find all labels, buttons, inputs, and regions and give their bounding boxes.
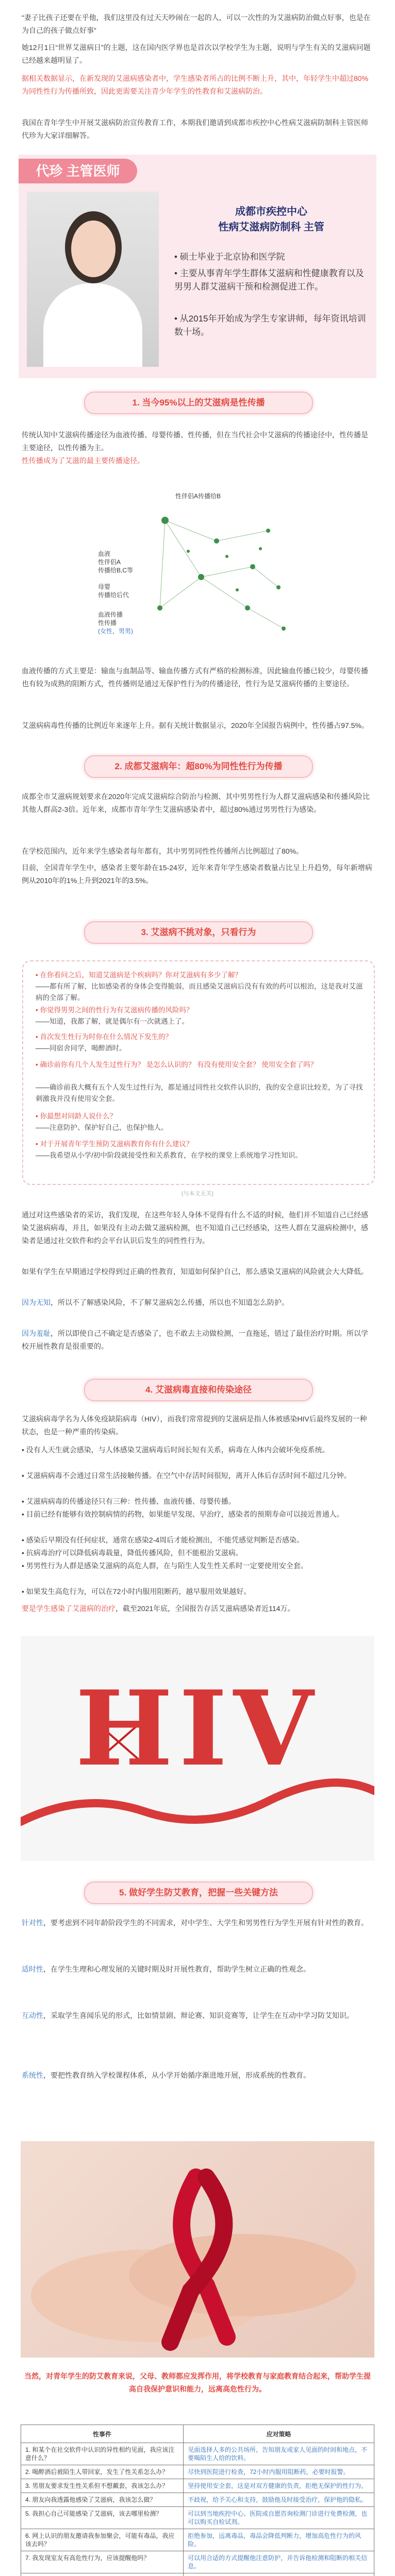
table-cell-event: 7. 我发现室友有高危性行为，应该提醒他吗？: [21, 2551, 184, 2573]
s5-keyword-3: 互动性: [22, 2011, 43, 2020]
interview-qa-box: [22, 960, 375, 1185]
table-cell-event: 1. 和某个在社交软件中认识的异性相约见面，我应该注意什么？: [21, 2443, 184, 2465]
section-banner-4: [84, 1379, 313, 1401]
s3-paragraph-4: [22, 1327, 373, 1366]
table-cell-strategy: 可以用合适的方式提醒他注意防护，并告诉他检测和阻断的相关信息。: [184, 2551, 374, 2573]
s1-highlight: 性传播成为了艾滋的最主要传播途径。: [22, 456, 144, 465]
s3-paragraph-3: [22, 1296, 373, 1322]
qa-answer-5: ——注意防护、保护好自己，也保护他人。: [36, 1124, 168, 1131]
expert-bullet-3: • 从2015年开始成为学生专家讲师，每年资讯培训数十场。: [174, 314, 366, 337]
s5-keyword-1: 针对性: [22, 1919, 43, 1927]
network-label-mother: 母婴: [98, 583, 111, 590]
s2-paragraph-2: 在学校范围内，近年来学生感染者每年都有，其中男男同性性传播所占比例超过了80%。: [22, 847, 304, 855]
s5-paragraph-4: [22, 2069, 373, 2121]
intro-paragraph-1: “妻子比孩子还要在乎他，我们这里没有过天天吵闹在一起的人，可以一次性的为艾滋病防治做点好事，也是在为自己的孩子做点好事”: [22, 13, 371, 35]
s4-fact-1: • 没有人天生就会感染，与人体感染艾滋病毒后时间长短有关系，病毒在人体内会破坏免疫系统。: [22, 1446, 330, 1454]
table-cell-event: 2. 喝醉酒后被陌生人带回家，发生了性关系怎么办？: [21, 2465, 184, 2479]
s3-paragraph-4-text: ，所以即使自己不确定是否感染了，也不敢去主动做检测，一直拖延，错过了最佳治疗时期。所以学校开展性教育是很重要的。: [22, 1329, 368, 1350]
s4-paragraph-1: 艾滋病病毒学名为人体免疫缺陷病毒（HIV），而我们常常提到的艾滋病是指人体被感染HIV后最终发展的一种状态，也是一种严重的传染病。: [22, 1415, 367, 1436]
section-banner-2: [84, 755, 313, 778]
network-caption: 性伴侣A传播给B: [175, 493, 221, 500]
s5-paragraph-2-text: ，在学生生理和心理发展的关键时期及时开展性教育，帮助学生树立正确的性观念。: [43, 1965, 310, 1973]
s5-tip: 当然，对青年学生的防艾教育来说，父母、教师都应发挥作用，将学校教育与家庭教育结合起来，帮助学生提高自我保护意识和能力，远离高危性行为。: [24, 2372, 371, 2393]
s5-keyword-4: 系统性: [22, 2071, 43, 2079]
table-cell-strategy: 坚持使用安全套，这是对双方健康的负责，拒绝无保护的性行为。: [184, 2479, 374, 2493]
table-row: [21, 2529, 374, 2551]
qa-answer-4: ——确诊前我大概有五个人发生过性行为，都是通过同性社交软件认识的，我的安全意识比较差，为了寻找刺激我并没有使用安全套。: [36, 1083, 363, 1103]
section-banner-5: [84, 1882, 313, 1904]
section-title-5: 5. 做好学生防艾教育，把握一些关键方法: [119, 1888, 278, 1897]
table-cell-strategy: 见面选择人多的公共场所，告知朋友或家人见面的时间和地点，不要喝陌生人给的饮料。: [184, 2443, 374, 2465]
table-row: [21, 2573, 374, 2576]
expert-org-line-1: 成都市疾控中心: [235, 206, 307, 217]
s4-fact-4: • 目前已经有能够有效控制病情的药物，如果能早发现、早治疗，感染者的预期寿命可以接近普通人。: [22, 1510, 344, 1518]
intro-paragraph-2: 她12月1日“世界艾滋病日”的主题，这在国内医学界也是首次以学校学生为主题，说明与学生有关的艾滋病问题已经越来越明显了。: [22, 43, 371, 64]
qa-question-1: • 在你看问之后，知道艾滋病是个疾病吗？你对艾滋病有多少了解？: [36, 971, 242, 979]
table-cell-strategy: 可以到当地疾控中心、医院或自愿咨询检测门诊进行免费检测，也可以购买自检试剂。: [184, 2507, 374, 2529]
network-label-spread: 传播给B,C等: [98, 567, 134, 574]
s1-paragraph-1: 传统认知中艾滋病传播途径为血液传播、母婴传播、性传播，但在当代社会中艾滋病的传播途径中，性传播是主要途径，以性传播为主。: [22, 431, 368, 452]
expert-name-tag: 代珍 主管医师: [19, 159, 137, 183]
section-banner-1: [84, 392, 313, 414]
s5-paragraph-1: [22, 1917, 373, 1955]
s3-paragraph-2: 如果有学生在早期通过学校得到过正确的性教育，知道如何保护自己，那么感染艾滋病的风险就会大大降低。: [22, 1267, 368, 1276]
qa-answer-3: ——同宿舍同学，喝醉酒时。: [36, 1044, 126, 1052]
s4-fact-7: • 男男性行为人群是感染艾滋病的高危人群，在与陌生人发生性关系时一定要使用安全套。: [22, 1562, 308, 1570]
network-label-blood-route: 血液传播: [98, 611, 123, 618]
section-title-3: 3. 艾滋病不挑对象，只看行为: [141, 927, 256, 937]
strategy-table: [21, 2425, 374, 2576]
s4-fact-6: • 抗病毒治疗可以降低病毒载量，降低传播风险，但不能根治艾滋病。: [22, 1549, 243, 1557]
ribbon-illustration: [21, 2141, 374, 2358]
intro-paragraph-3: 据相关数据显示，在新发现的艾滋病感染者中，学生感染者所占的比例不断上升，其中，年轻学生中超过80%为同性性行为传播所致，因此更需要关注青少年学生的性教育和艾滋病防治。: [22, 74, 369, 95]
expert-org-line-2: 性病艾滋病防制科 主管: [218, 222, 324, 233]
s1-paragraph-3: 艾滋病病毒性传播的比例近年来逐年上升。据有关统计数据显示，2020年全国报告病例中，性传播占97.5%。: [22, 721, 369, 730]
table-row: [21, 2443, 374, 2465]
qa-question-4: • 确诊前你有几个人发生过性行为？ 是怎么认识的？ 有没有使用安全套？ 使用安全套了吗？: [36, 1061, 318, 1069]
qa-caption: (与本文无关): [181, 1191, 214, 1197]
s5-paragraph-2: [22, 1963, 373, 2002]
table-cell-strategy: 拒绝参加，远离毒品，毒品会降低判断力，增加高危性行为的风险。: [184, 2529, 374, 2551]
s4-paragraph-2-text: ，截至2021年底，全国报告存活艾滋病感染者近114万。: [116, 1604, 295, 1613]
s4-fact-3: • 艾滋病病毒的传播途径只有三种：性传播、血液传播、母婴传播。: [22, 1497, 236, 1505]
s4-fact-8: • 如果发生高危行为，可以在72小时内服用阻断药，越早服用效果越好。: [22, 1587, 251, 1596]
table-header-strategy: 应对策略: [184, 2425, 374, 2443]
hiv-image: [21, 1636, 374, 1861]
section-banner-3: [84, 921, 313, 944]
qa-answer-2: ——知道，我都了解，就是偶尔有一次就遇上了。: [36, 1018, 189, 1025]
s3-keyword-ignorance: 因为无知: [22, 1298, 51, 1307]
network-label-sex-route: 性传播: [98, 619, 117, 626]
s5-paragraph-1-text: ，要考虑到不同年龄阶段学生的不同需求，对中学生、大学生和男男性行为学生开展有针对性的教育。: [43, 1919, 368, 1927]
s4-paragraph-2: [22, 1602, 373, 1628]
s2-paragraph-3: 目前，全国青年学生中，感染者主要年龄在15-24岁，近年来青年学生感染者数量占比呈上升趋势，每年新增病例从2010年的1%上升到2021年的3.5%。: [22, 863, 372, 885]
photo-face: [71, 221, 116, 277]
table-cell-event: 4. 朋友向我透露他感染了艾滋病，我该怎么做？: [21, 2493, 184, 2507]
s1-paragraph-2: 血液传播的方式主要是：输血与血制品等、输血传播方式有严格的检测标准，因此输血传播已较少，母婴传播也有较为成熟的阻断方式，性传播则是通过无保护性行为的传播途径，性行为是艾滋病传播的主要途径。: [22, 667, 368, 688]
table-cell-strategy: 不歧视，给予关心和支持，鼓励他及时接受治疗，保护他的隐私。: [184, 2493, 374, 2507]
qa-question-2: • 你觉得男男之间的性行为有艾滋病传播的风险吗？: [36, 1006, 193, 1014]
table-cell-strategy: [184, 2573, 374, 2576]
section-title-4: 4. 艾滋病毒直接和传染途径: [145, 1385, 252, 1395]
red-ribbon-image: [21, 2141, 374, 2358]
table-row: [21, 2465, 374, 2479]
qa-answer-1: ——都有所了解，比如感染者的身体会变得脆弱，而且感染艾滋病后没有有效的药可以根治，这是我对艾滋病的全部了解。: [36, 982, 363, 1002]
table-cell-event: [21, 2573, 184, 2576]
s3-paragraph-1: 通过对这些感染者的采访，我们发现，在这些年轻人身体不觉得有什么不适的时候，他们并不知道自己已经感染艾滋病病毒，并且，如果没有主动去做艾滋病检测，也不知道自己已经感染，这些人群在艾滋病检测中，感染者是通过社交软件和约会平台认识后发生的同性性行为。: [22, 1211, 368, 1245]
qa-answer-6: ——我希望从小学/初中阶段就接受性和关系教育，在学校的课堂上系统地学习性知识。: [36, 1151, 302, 1159]
s4-highlight: 要是学生感染了艾滋病的治疗: [22, 1604, 116, 1613]
s4-fact-2: • 艾滋病病毒不会通过日常生活接触传播。在空气中存活时间很短，离开人体后存活时间不超过几分钟。: [22, 1471, 351, 1480]
s5-paragraph-3: [22, 2009, 373, 2061]
qa-question-5: • 你最想对同龄人说什么？: [36, 1112, 117, 1120]
expert-photo: [27, 192, 159, 367]
s5-keyword-2: 适时性: [22, 1965, 43, 1973]
qa-question-6: • 对于开展青年学生预防艾滋病教育你有什么建议？: [36, 1140, 193, 1148]
s3-paragraph-3-text: ，所以不了解感染风险，不了解艾滋病怎么传播，所以也不知道怎么防护。: [51, 1298, 289, 1307]
s5-paragraph-4-text: ，要把性教育纳入学校课程体系，从小学开始循序渐进地开展，形成系统的性教育。: [43, 2071, 310, 2079]
table-header-event: 性事件: [21, 2425, 184, 2443]
table-row: [21, 2493, 374, 2507]
section-title-2: 2. 成都艾滋病年：超80%为同性性行为传播: [114, 761, 283, 771]
table-header-row: [21, 2425, 374, 2443]
section-title-1: 1. 当今95%以上的艾滋病是性传播: [132, 398, 265, 408]
table-row: [21, 2507, 374, 2529]
network-label-offspring: 传播给后代: [98, 591, 129, 599]
expert-bullet-2: • 主要从事青年学生群体艾滋病和性健康教育以及男男人群艾滋病干预和检测促进工作。: [174, 268, 364, 292]
table-cell-event: 6. 网上认识的朋友邀请我参加聚会，可能有毒品，我应该去吗？: [21, 2529, 184, 2551]
photo-shoulders: [43, 283, 142, 367]
network-label-blood: 血液: [98, 550, 111, 557]
table-row: [21, 2551, 374, 2573]
expert-bullet-1: • 硕士毕业于北京协和医学院: [174, 252, 285, 262]
qa-question-3: • 首次发生性行为时你在什么情况下发生的？: [36, 1033, 172, 1041]
network-label-groups: (女性，男男): [98, 628, 133, 635]
s3-keyword-shame: 因为羞耻: [22, 1329, 51, 1337]
table-row: [21, 2479, 374, 2493]
table-cell-event: 5. 我担心自己可能感染了艾滋病，该去哪里检测？: [21, 2507, 184, 2529]
transmission-network-diagram: [98, 489, 297, 649]
table-cell-strategy: 尽快到医院进行检查，72小时内服用阻断药，必要时报警。: [184, 2465, 374, 2479]
s2-paragraph-1: 成都全市艾滋病规划要求在2020年完成艾滋病综合防治与检测、其中男男性行为人群艾滋病感染和传播风险比其他人群高2-3倍。近年来，成都市青年学生艾滋病感染者中，超过80%通过男男性行为感染。: [22, 792, 370, 814]
network-label-partner: 性伴侣A: [98, 558, 121, 566]
expert-card: [19, 155, 376, 378]
s4-fact-5: • 感染后早期没有任何症状，通常在感染2-4周后才能检测出，不能凭感觉判断是否感染。: [22, 1536, 304, 1544]
intro-paragraph-4: 我国在青年学生中开展艾滋病防治宣传教育工作，本期我们邀请到成都市疾控中心性病艾滋病防制科主管医师代珍为大家详细解答。: [22, 118, 368, 140]
hiv-text: HIV: [75, 1668, 320, 1789]
expert-org: [173, 204, 369, 235]
s5-paragraph-3-text: ，采取学生喜闻乐见的形式，比如情景剧、辩论赛、知识竞赛等，让学生在互动中学习防艾知识。: [43, 2011, 354, 2020]
table-cell-event: 3. 男朋友要求发生性关系但不想戴套，我该怎么办？: [21, 2479, 184, 2493]
